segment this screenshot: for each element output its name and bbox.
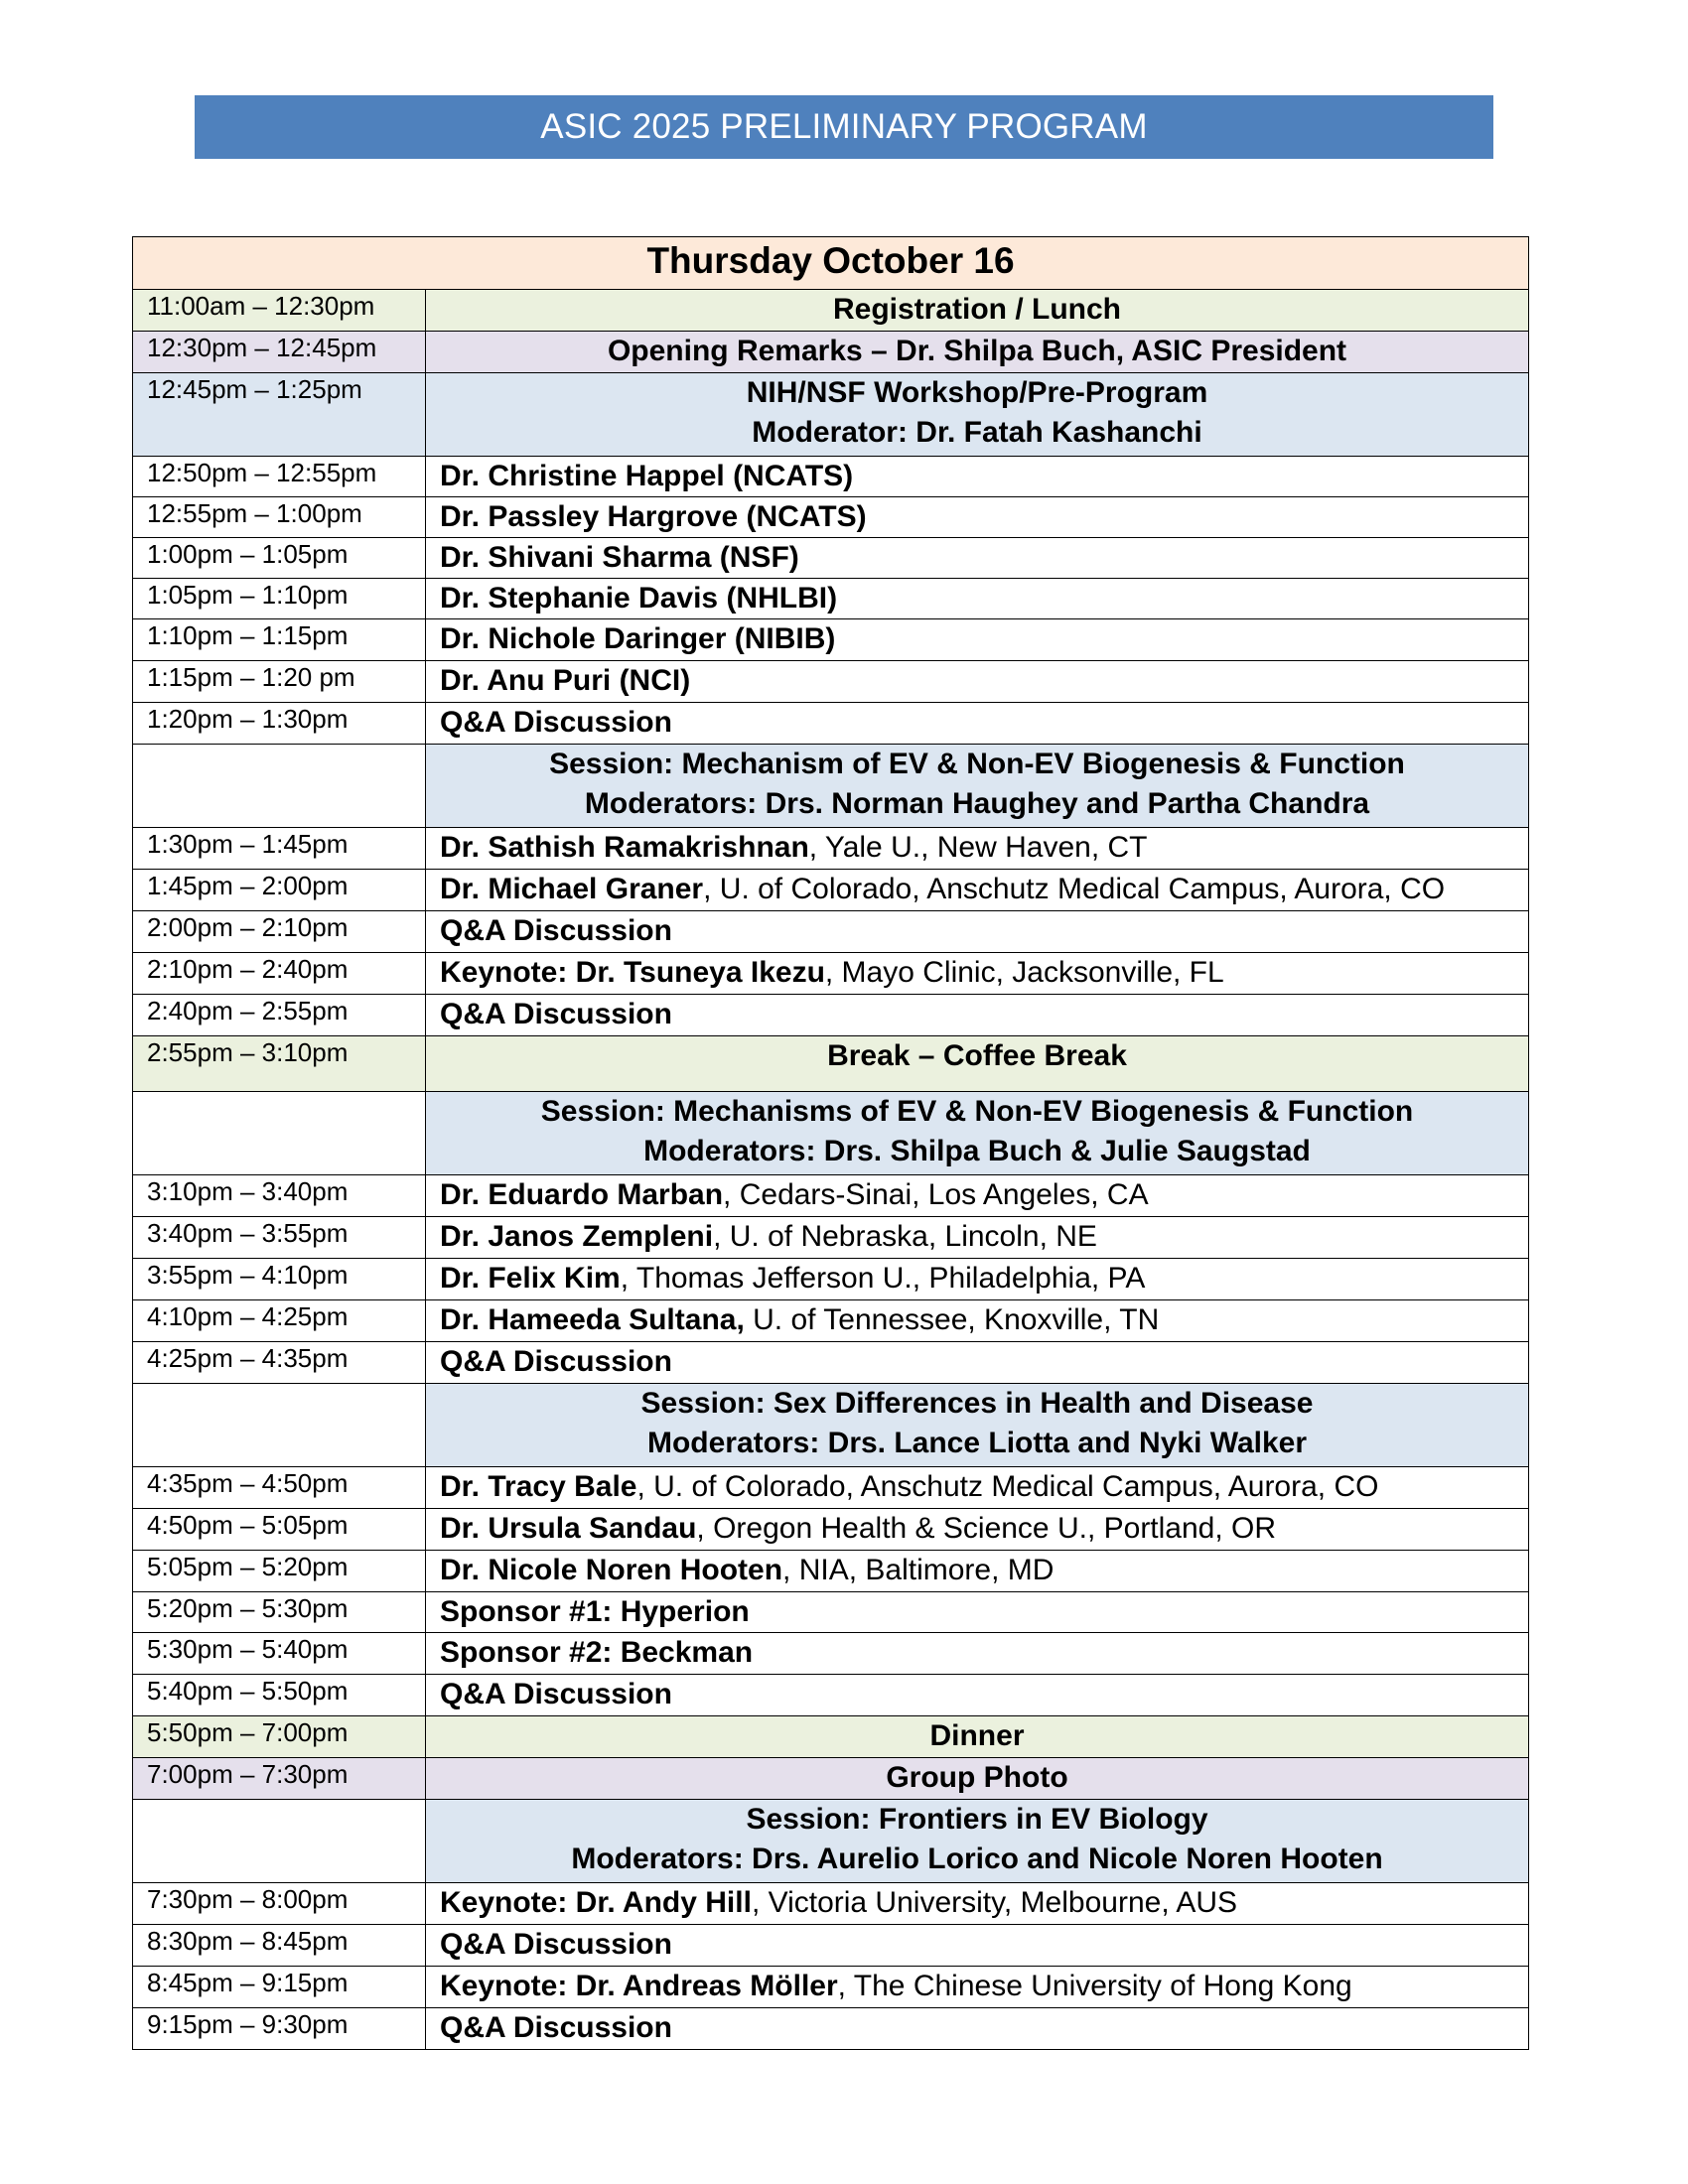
speaker-affiliation: , The Chinese University of Hong Kong (837, 1970, 1352, 2002)
speaker-affiliation: U. of Tennessee, Knoxville, TN (744, 1303, 1160, 1336)
time-slot: 1:10pm – 1:15pm (133, 619, 426, 661)
section-title (426, 1384, 1529, 1467)
talk-row (133, 538, 1529, 579)
time-slot: 4:50pm – 5:05pm (133, 1509, 426, 1551)
time-slot (133, 1092, 426, 1175)
time-slot (133, 745, 426, 828)
talk-row (133, 828, 1529, 870)
time-slot: 1:30pm – 1:45pm (133, 828, 426, 870)
talk-description (426, 1883, 1529, 1925)
talk-description (426, 953, 1529, 995)
speaker-affiliation: , NIA, Baltimore, MD (782, 1554, 1055, 1586)
section-heading: Dinner (929, 1719, 1025, 1752)
talk-row (133, 1300, 1529, 1342)
talk-row (133, 703, 1529, 745)
talk-description (426, 1967, 1529, 2008)
time-slot: 12:55pm – 1:00pm (133, 497, 426, 538)
speaker-affiliation: , U. of Colorado, Anschutz Medical Campus, Aurora, CO (636, 1470, 1379, 1503)
speaker-name: Dr. Tracy Bale (440, 1470, 637, 1503)
time-slot: 11:00am – 12:30pm (133, 290, 426, 332)
speaker-name: Dr. Ursula Sandau (440, 1512, 697, 1545)
time-slot: 8:45pm – 9:15pm (133, 1967, 426, 2008)
speaker-name: Dr. Stephanie Davis (NHLBI) (440, 582, 838, 614)
speaker-name: Keynote: Dr. Tsuneya Ikezu (440, 956, 825, 989)
speaker-name: Sponsor #2: Beckman (440, 1636, 754, 1669)
section-row (133, 745, 1529, 828)
time-slot: 1:05pm – 1:10pm (133, 579, 426, 619)
section-title (426, 1800, 1529, 1883)
time-slot: 3:40pm – 3:55pm (133, 1217, 426, 1259)
talk-description (426, 1175, 1529, 1217)
section-row (133, 1716, 1529, 1758)
section-title (426, 1716, 1529, 1758)
speaker-name: Q&A Discussion (440, 1928, 672, 1961)
time-slot: 9:15pm – 9:30pm (133, 2008, 426, 2050)
talk-row (133, 995, 1529, 1036)
talk-description (426, 661, 1529, 703)
section-row (133, 1800, 1529, 1883)
talk-row (133, 1342, 1529, 1384)
talk-description (426, 1300, 1529, 1342)
section-heading: Opening Remarks – Dr. Shilpa Buch, ASIC President (607, 335, 1347, 367)
talk-description (426, 1467, 1529, 1509)
talk-row (133, 1509, 1529, 1551)
program-title: ASIC 2025 PRELIMINARY PROGRAM (540, 107, 1148, 146)
talk-description (426, 1509, 1529, 1551)
talk-row (133, 911, 1529, 953)
talk-row (133, 1217, 1529, 1259)
time-slot: 2:40pm – 2:55pm (133, 995, 426, 1036)
time-slot: 3:10pm – 3:40pm (133, 1175, 426, 1217)
time-slot: 4:25pm – 4:35pm (133, 1342, 426, 1384)
time-slot (133, 1384, 426, 1467)
talk-row (133, 2008, 1529, 2050)
talk-description (426, 703, 1529, 745)
section-title (426, 332, 1529, 373)
speaker-affiliation: , U. of Colorado, Anschutz Medical Campus, Aurora, CO (703, 873, 1446, 905)
speaker-name: Dr. Passley Hargrove (NCATS) (440, 500, 867, 533)
speaker-name: Q&A Discussion (440, 1678, 672, 1710)
talk-row (133, 1592, 1529, 1633)
section-heading: Break – Coffee Break (827, 1039, 1127, 1072)
talk-row (133, 1551, 1529, 1592)
time-slot: 1:15pm – 1:20 pm (133, 661, 426, 703)
time-slot: 4:35pm – 4:50pm (133, 1467, 426, 1509)
time-slot: 2:55pm – 3:10pm (133, 1036, 426, 1092)
program-title-banner (195, 95, 1493, 159)
speaker-name: Q&A Discussion (440, 706, 672, 739)
talk-description (426, 1925, 1529, 1967)
speaker-name: Dr. Nicole Noren Hooten (440, 1554, 783, 1586)
time-slot: 2:00pm – 2:10pm (133, 911, 426, 953)
speaker-name: Dr. Sathish Ramakrishnan (440, 831, 809, 864)
time-slot: 5:40pm – 5:50pm (133, 1675, 426, 1716)
time-slot: 1:00pm – 1:05pm (133, 538, 426, 579)
section-moderators: Moderators: Drs. Norman Haughey and Partha Chandra (584, 787, 1370, 820)
speaker-name: Dr. Michael Graner (440, 873, 704, 905)
speaker-name: Sponsor #1: Hyperion (440, 1595, 750, 1628)
section-row (133, 332, 1529, 373)
talk-description (426, 911, 1529, 953)
day-heading: Thursday October 16 (133, 237, 1529, 290)
time-slot: 5:20pm – 5:30pm (133, 1592, 426, 1633)
talk-description (426, 995, 1529, 1036)
section-title (426, 1758, 1529, 1800)
talk-description (426, 1633, 1529, 1675)
time-slot: 12:30pm – 12:45pm (133, 332, 426, 373)
talk-row (133, 1175, 1529, 1217)
section-title (426, 1036, 1529, 1092)
talk-description (426, 1342, 1529, 1384)
talk-description (426, 2008, 1529, 2050)
section-heading: Session: Mechanisms of EV & Non-EV Biogenesis & Function (540, 1095, 1414, 1128)
section-heading: Group Photo (886, 1761, 1068, 1794)
speaker-name: Q&A Discussion (440, 2011, 672, 2044)
time-slot: 5:30pm – 5:40pm (133, 1633, 426, 1675)
talk-description (426, 457, 1529, 497)
speaker-affiliation: , Yale U., New Haven, CT (808, 831, 1148, 864)
talk-description (426, 579, 1529, 619)
section-row (133, 1758, 1529, 1800)
speaker-affiliation: , Victoria University, Melbourne, AUS (751, 1886, 1238, 1919)
section-row (133, 1036, 1529, 1092)
time-slot: 5:50pm – 7:00pm (133, 1716, 426, 1758)
talk-description (426, 497, 1529, 538)
speaker-affiliation: , U. of Nebraska, Lincoln, NE (713, 1220, 1097, 1253)
speaker-name: Keynote: Dr. Andreas Möller (440, 1970, 838, 2002)
time-slot: 12:45pm – 1:25pm (133, 373, 426, 457)
talk-description (426, 828, 1529, 870)
talk-row (133, 1675, 1529, 1716)
time-slot: 1:20pm – 1:30pm (133, 703, 426, 745)
time-slot: 12:50pm – 12:55pm (133, 457, 426, 497)
section-title (426, 290, 1529, 332)
speaker-affiliation: , Cedars-Sinai, Los Angeles, CA (723, 1178, 1149, 1211)
section-row (133, 1384, 1529, 1467)
talk-row (133, 457, 1529, 497)
section-heading: Session: Mechanism of EV & Non-EV Biogenesis & Function (549, 748, 1405, 780)
time-slot: 1:45pm – 2:00pm (133, 870, 426, 911)
speaker-affiliation: , Thomas Jefferson U., Philadelphia, PA (620, 1262, 1146, 1295)
time-slot: 5:05pm – 5:20pm (133, 1551, 426, 1592)
section-title (426, 1092, 1529, 1175)
time-slot (133, 1800, 426, 1883)
talk-row (133, 1633, 1529, 1675)
section-moderators: Moderators: Drs. Shilpa Buch & Julie Saugstad (643, 1135, 1311, 1167)
section-heading: Session: Frontiers in EV Biology (746, 1803, 1208, 1836)
talk-row (133, 619, 1529, 661)
section-row (133, 1092, 1529, 1175)
talk-description (426, 1259, 1529, 1300)
talk-row (133, 870, 1529, 911)
speaker-name: Dr. Eduardo Marban (440, 1178, 724, 1211)
day-header-row (133, 237, 1529, 290)
time-slot: 7:00pm – 7:30pm (133, 1758, 426, 1800)
time-slot: 2:10pm – 2:40pm (133, 953, 426, 995)
talk-row (133, 1467, 1529, 1509)
talk-description (426, 870, 1529, 911)
section-title (426, 373, 1529, 457)
speaker-name: Dr. Shivani Sharma (NSF) (440, 541, 799, 574)
speaker-affiliation: , Mayo Clinic, Jacksonville, FL (824, 956, 1224, 989)
speaker-name: Dr. Hameeda Sultana, (440, 1303, 745, 1336)
time-slot: 7:30pm – 8:00pm (133, 1883, 426, 1925)
talk-row (133, 1925, 1529, 1967)
time-slot: 3:55pm – 4:10pm (133, 1259, 426, 1300)
speaker-name: Q&A Discussion (440, 1345, 672, 1378)
talk-description (426, 1217, 1529, 1259)
section-heading: Registration / Lunch (832, 293, 1121, 326)
speaker-name: Keynote: Dr. Andy Hill (440, 1886, 752, 1919)
schedule-table (132, 236, 1529, 2050)
speaker-affiliation: , Oregon Health & Science U., Portland, OR (696, 1512, 1277, 1545)
talk-description (426, 1675, 1529, 1716)
section-moderators: Moderator: Dr. Fatah Kashanchi (752, 416, 1202, 449)
time-slot: 8:30pm – 8:45pm (133, 1925, 426, 1967)
talk-description (426, 619, 1529, 661)
section-moderators: Moderators: Drs. Aurelio Lorico and Nicole Noren Hooten (571, 1843, 1383, 1875)
talk-row (133, 1883, 1529, 1925)
talk-row (133, 579, 1529, 619)
speaker-name: Dr. Christine Happel (NCATS) (440, 460, 854, 492)
time-slot: 4:10pm – 4:25pm (133, 1300, 426, 1342)
talk-row (133, 497, 1529, 538)
section-moderators: Moderators: Drs. Lance Liotta and Nyki Walker (646, 1427, 1308, 1459)
speaker-name: Dr. Felix Kim (440, 1262, 621, 1295)
talk-row (133, 1259, 1529, 1300)
section-row (133, 373, 1529, 457)
talk-row (133, 1967, 1529, 2008)
speaker-name: Dr. Anu Puri (NCI) (440, 664, 691, 697)
section-title (426, 745, 1529, 828)
talk-description (426, 1551, 1529, 1592)
talk-row (133, 953, 1529, 995)
talk-description (426, 1592, 1529, 1633)
speaker-name: Dr. Nichole Daringer (NIBIB) (440, 622, 836, 655)
section-row (133, 290, 1529, 332)
section-heading: NIH/NSF Workshop/Pre-Program (746, 376, 1208, 409)
speaker-name: Dr. Janos Zempleni (440, 1220, 714, 1253)
talk-description (426, 538, 1529, 579)
speaker-name: Q&A Discussion (440, 998, 672, 1030)
section-heading: Session: Sex Differences in Health and Disease (640, 1387, 1314, 1420)
speaker-name: Q&A Discussion (440, 914, 672, 947)
talk-row (133, 661, 1529, 703)
